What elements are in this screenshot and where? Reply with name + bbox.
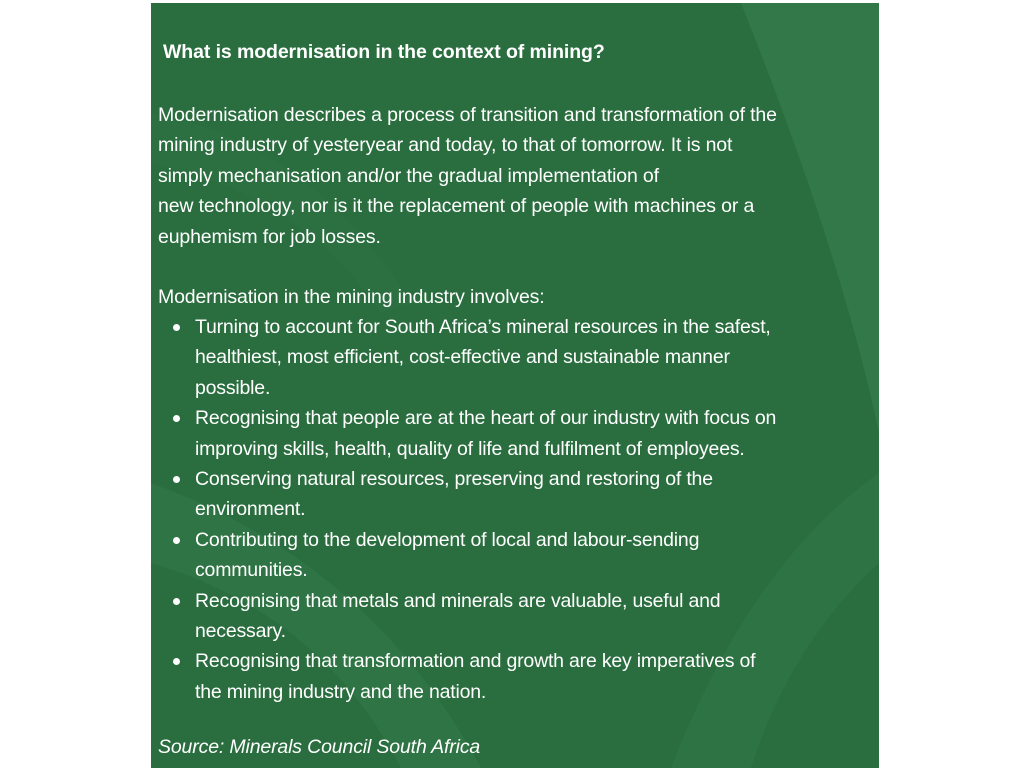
list-item-line: Contributing to the development of local and labour-sending	[195, 528, 700, 551]
list-item	[171, 464, 871, 525]
list-item	[171, 312, 871, 403]
paragraph-line: mining industry of yesteryear and today, to that of tomorrow. It is not	[158, 134, 733, 157]
list-item	[171, 403, 871, 464]
list-item-line: improving skills, health, quality of life and fulfilment of employees.	[195, 437, 745, 460]
list-item	[171, 525, 871, 586]
list-item	[171, 646, 871, 707]
list-item-line: Conserving natural resources, preserving and restoring of the	[195, 468, 713, 491]
card-content	[151, 3, 879, 768]
list-intro: Modernisation in the mining industry involves:	[158, 286, 545, 308]
list-item-line: Turning to account for South Africa’s mineral resources in the safest,	[195, 316, 771, 338]
definition-paragraph	[158, 100, 870, 252]
list-item-line: the mining industry and the nation.	[195, 680, 487, 703]
list-item-line: environment.	[195, 498, 306, 521]
list-item-line: necessary.	[195, 620, 286, 643]
paragraph-line: Modernisation describes a process of transition and transformation of the	[158, 104, 777, 126]
paragraph-line: euphemism for job losses.	[158, 225, 381, 248]
source-citation: Source: Minerals Council South Africa	[158, 736, 481, 758]
list-item-line: Recognising that metals and minerals are valuable, useful and	[195, 589, 721, 612]
list-item-line: healthiest, most efficient, cost-effective and sustainable manner	[195, 346, 730, 369]
heading: What is modernisation in the context of mining?	[163, 41, 605, 63]
bullet-list	[171, 312, 871, 707]
info-card	[151, 3, 879, 768]
list-item	[171, 586, 871, 647]
list-item-line: communities.	[195, 559, 308, 582]
paragraph-line: simply mechanisation and/or the gradual implementation of	[158, 164, 659, 187]
list-item-line: Recognising that people are at the heart of our industry with focus on	[195, 407, 777, 430]
list-item-line: possible.	[195, 376, 271, 399]
paragraph-line: new technology, nor is it the replacement of people with machines or a	[158, 195, 755, 218]
list-item-line: Recognising that transformation and growth are key imperatives of	[195, 650, 756, 673]
